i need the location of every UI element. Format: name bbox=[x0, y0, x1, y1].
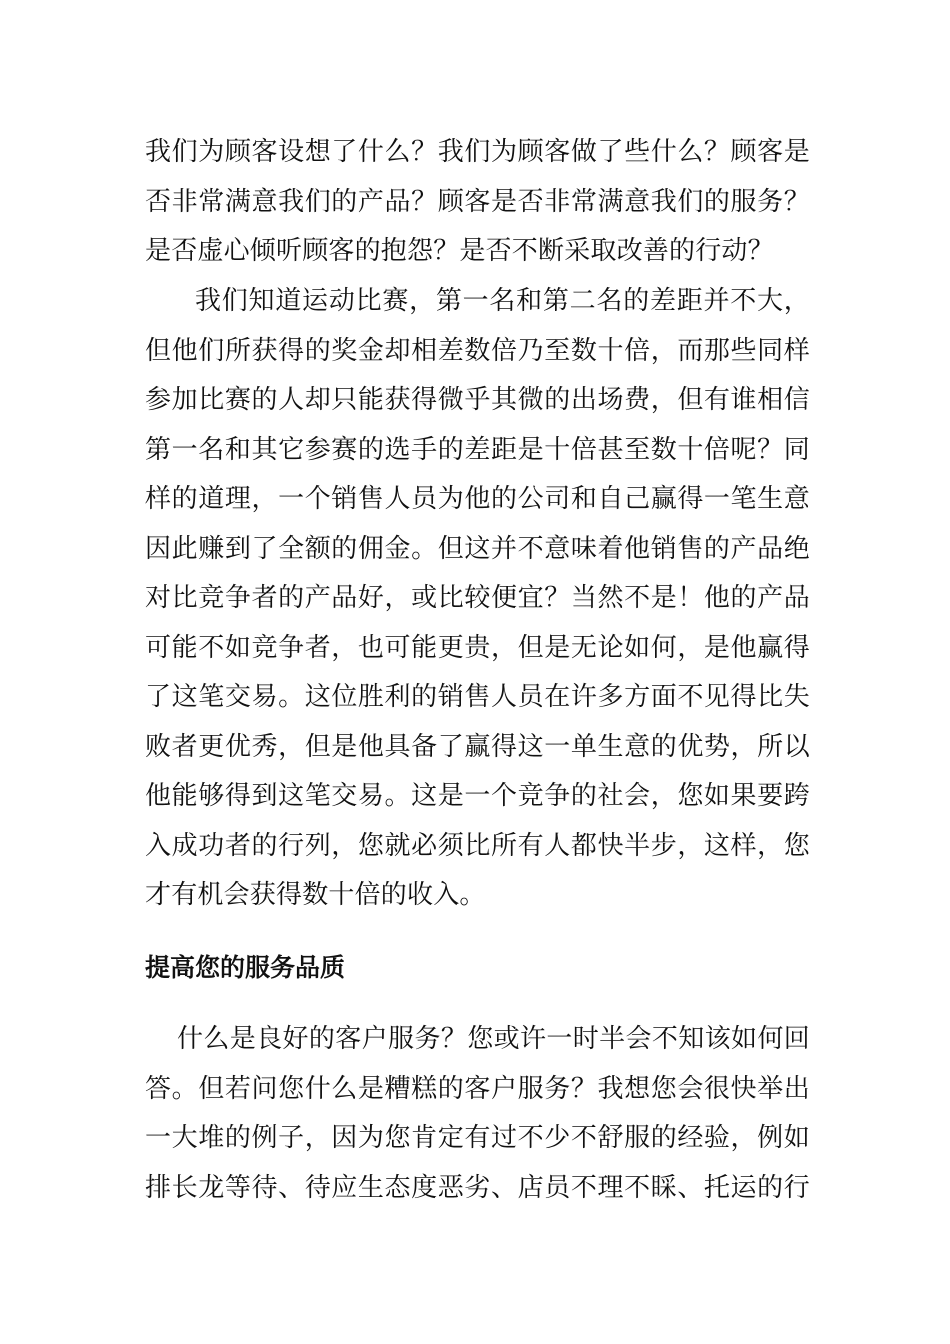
paragraph-line: 才有机会获得数十倍的收入。 bbox=[145, 880, 486, 910]
paragraph-line: 我们为顾客设想了什么？我们为顾客做了些什么？顾客是 bbox=[145, 137, 810, 167]
paragraph-line: 败者更优秀，但是他具备了赢得这一单生意的优势，所以 bbox=[145, 731, 810, 762]
paragraph-line: 答。但若问您什么是糟糕的客户服务？我想您会很快举出 bbox=[145, 1073, 810, 1104]
paragraph-competition bbox=[145, 277, 810, 921]
paragraph-line: 否非常满意我们的产品？顾客是否非常满意我们的服务？ bbox=[145, 186, 810, 217]
paragraph-line: 参加比赛的人却只能获得微乎其微的出场费，但有谁相信 bbox=[145, 385, 810, 415]
paragraph-line: 样的道理，一个销售人员为他的公司和自己赢得一笔生意 bbox=[145, 484, 810, 514]
paragraph-line: 入成功者的行列，您就必须比所有人都快半步，这样，您 bbox=[145, 830, 810, 861]
paragraph-customer-service bbox=[145, 1015, 810, 1213]
paragraph-line: 对比竞争者的产品好，或比较便宜？当然不是！他的产品 bbox=[145, 583, 810, 613]
paragraph-line: 他能够得到这笔交易。这是一个竞争的社会，您如果要跨 bbox=[145, 781, 810, 811]
paragraph-line: 排长龙等待、待应生态度恶劣、店员不理不睬、托运的行 bbox=[145, 1172, 810, 1203]
paragraph-line: 一大堆的例子，因为您肯定有过不少不舒服的经验，例如 bbox=[145, 1123, 810, 1153]
paragraph-line: 什么是良好的客户服务？您或许一时半会不知该如何回 bbox=[177, 1024, 810, 1054]
paragraph-line: 是否虚心倾听顾客的抱怨？是否不断采取改善的行动？ bbox=[145, 236, 774, 266]
paragraph-line: 第一名和其它参赛的选手的差距是十倍甚至数十倍呢？同 bbox=[145, 434, 810, 465]
section-heading: 提高您的服务品质 bbox=[145, 953, 346, 982]
paragraph-line: 了这笔交易。这位胜利的销售人员在许多方面不见得比失 bbox=[145, 682, 810, 712]
paragraph-line: 因此赚到了全额的佣金。但这并不意味着他销售的产品绝 bbox=[145, 533, 810, 564]
paragraph-customer-questions bbox=[145, 128, 810, 277]
paragraph-line: 可能不如竞争者，也可能更贵，但是无论如何，是他赢得 bbox=[145, 632, 810, 663]
paragraph-line: 但他们所获得的奖金却相差数倍乃至数十倍，而那些同样 bbox=[145, 335, 810, 366]
paragraph-line: 我们知道运动比赛，第一名和第二名的差距并不大， bbox=[195, 286, 810, 316]
